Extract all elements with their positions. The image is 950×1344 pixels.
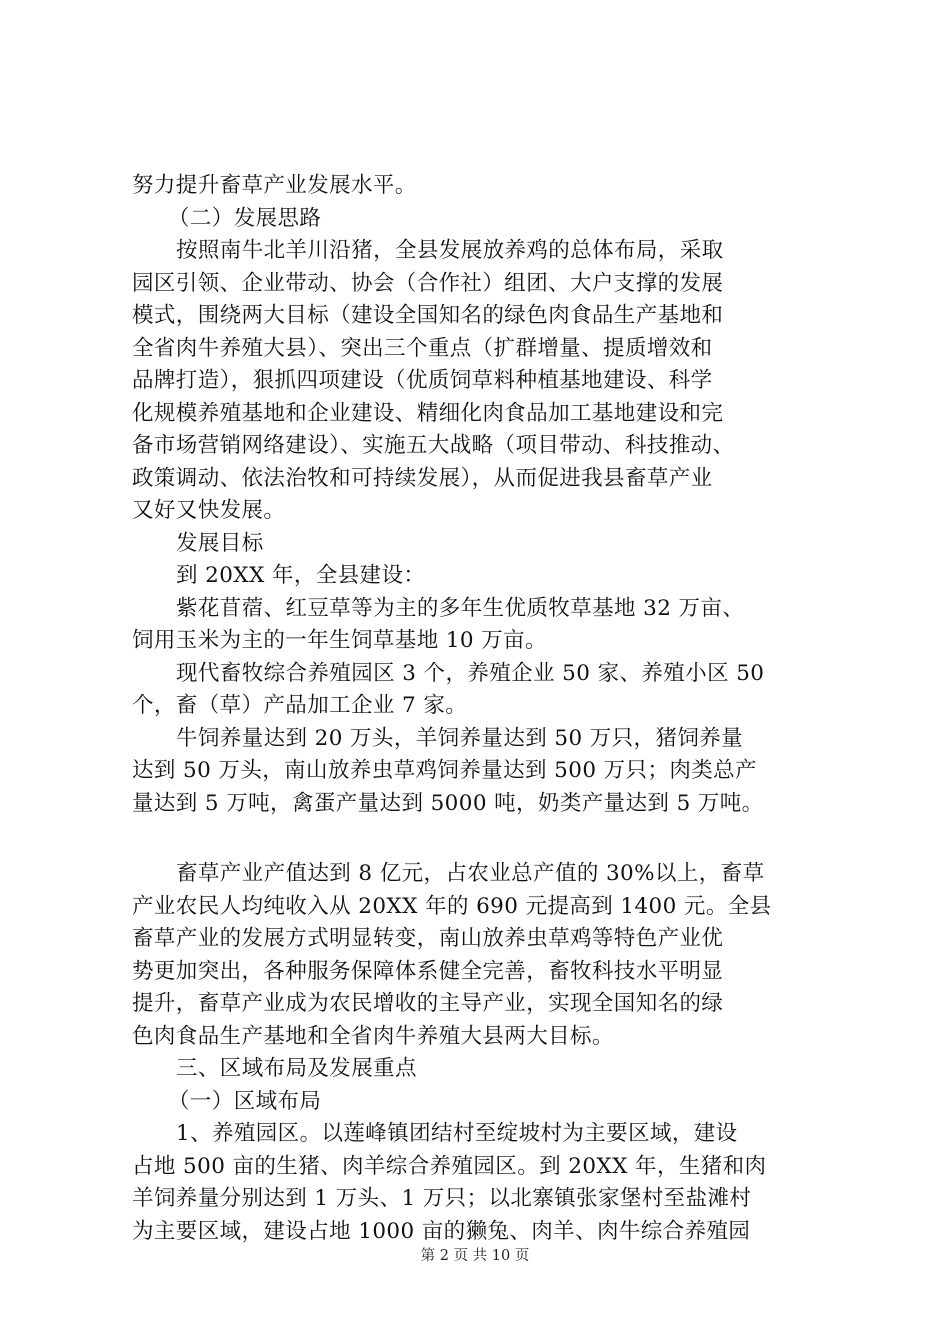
- paragraph-line: 模式，围绕两大目标（建设全国知名的绿色肉食品生产基地和: [132, 303, 724, 328]
- page-footer: [0, 1244, 950, 1265]
- paragraph-line: 到 20XX 年，全县建设：: [176, 563, 426, 588]
- paragraph-line: 色肉食品生产基地和全省肉牛养殖大县两大目标。: [132, 1023, 614, 1049]
- paragraph-gap: [132, 820, 832, 858]
- section-heading: 发展目标: [176, 530, 264, 556]
- paragraph-line: 畜草产业的发展方式明显转变，南山放养虫草鸡等特色产业优: [132, 926, 724, 951]
- section-heading: （二）发展思路: [168, 205, 322, 231]
- paragraph-line: 势更加突出，各种服务保障体系健全完善，畜牧科技水平明显: [132, 958, 724, 984]
- paragraph-line: 饲用玉米为主的一年生饲草基地 10 万亩。: [132, 628, 547, 653]
- paragraph-line: 1、养殖园区。以莲峰镇团结村至绽坡村为主要区域，建设: [176, 1121, 738, 1146]
- paragraph-line: 羊饲养量分别达到 1 万头、1 万只；以北寨镇张家堡村至盐滩村: [132, 1186, 752, 1211]
- paragraph-line: 量达到 5 万吨，禽蛋产量达到 5000 吨，奶类产量达到 5 万吨。: [132, 790, 764, 816]
- paragraph-line: 牛饲养量达到 20 万头，羊饲养量达到 50 万只，猪饲养量: [176, 725, 744, 751]
- paragraph-line: 努力提升畜草产业发展水平。: [132, 173, 417, 198]
- paragraph-line: 化规模养殖基地和企业建设、精细化肉食品加工基地建设和完: [132, 400, 724, 426]
- page-number: 第 2 页 共 10 页: [420, 1248, 530, 1264]
- paragraph-line: 现代畜牧综合养殖园区 3 个，养殖企业 50 家、养殖小区 50: [176, 660, 765, 686]
- paragraph-line: 占地 500 亩的生猪、肉羊综合养殖园区。到 20XX 年，生猪和肉: [132, 1153, 767, 1179]
- paragraph-line: 备市场营销网络建设）、实施五大战略（项目带动、科技推动、: [132, 433, 735, 458]
- paragraph-line: 为主要区域，建设占地 1000 亩的獭兔、肉羊、肉牛综合养殖园: [132, 1218, 751, 1244]
- paragraph-line: 园区引领、企业带动、协会（合作社）组团、大户支撑的发展: [132, 270, 724, 296]
- paragraph-line: 按照南牛北羊川沿猪，全县发展放养鸡的总体布局，采取: [176, 238, 724, 263]
- section-heading: 三、区域布局及发展重点: [176, 1056, 417, 1081]
- paragraph-line: 个，畜（草）产品加工企业 7 家。: [132, 693, 468, 718]
- paragraph-line: 又好又快发展。: [132, 498, 286, 523]
- paragraph-line: 全省肉牛养殖大县）、突出三个重点（扩群增量、提质增效和: [132, 335, 713, 361]
- paragraph-line: 产业农民人均纯收入从 20XX 年的 690 元提高到 1400 元。全县: [132, 893, 772, 919]
- paragraph-line: 品牌打造），狠抓四项建设（优质饲草料种植基地建设、科学: [132, 368, 713, 393]
- paragraph-line: 提升，畜草产业成为农民增收的主导产业，实现全国知名的绿: [132, 991, 724, 1016]
- paragraph-line: 政策调动、依法治牧和可持续发展），从而促进我县畜草产业: [132, 465, 713, 491]
- paragraph-line: 畜草产业产值达到 8 亿元，占农业总产值的 30%以上，畜草: [176, 861, 765, 886]
- section-heading: （一）区域布局: [168, 1088, 322, 1114]
- paragraph-line: 达到 50 万头，南山放养虫草鸡饲养量达到 500 万只；肉类总产: [132, 758, 757, 783]
- paragraph-line: 紫花苜蓿、红豆草等为主的多年生优质牧草基地 32 万亩、: [176, 595, 745, 621]
- document-body: [132, 170, 832, 1248]
